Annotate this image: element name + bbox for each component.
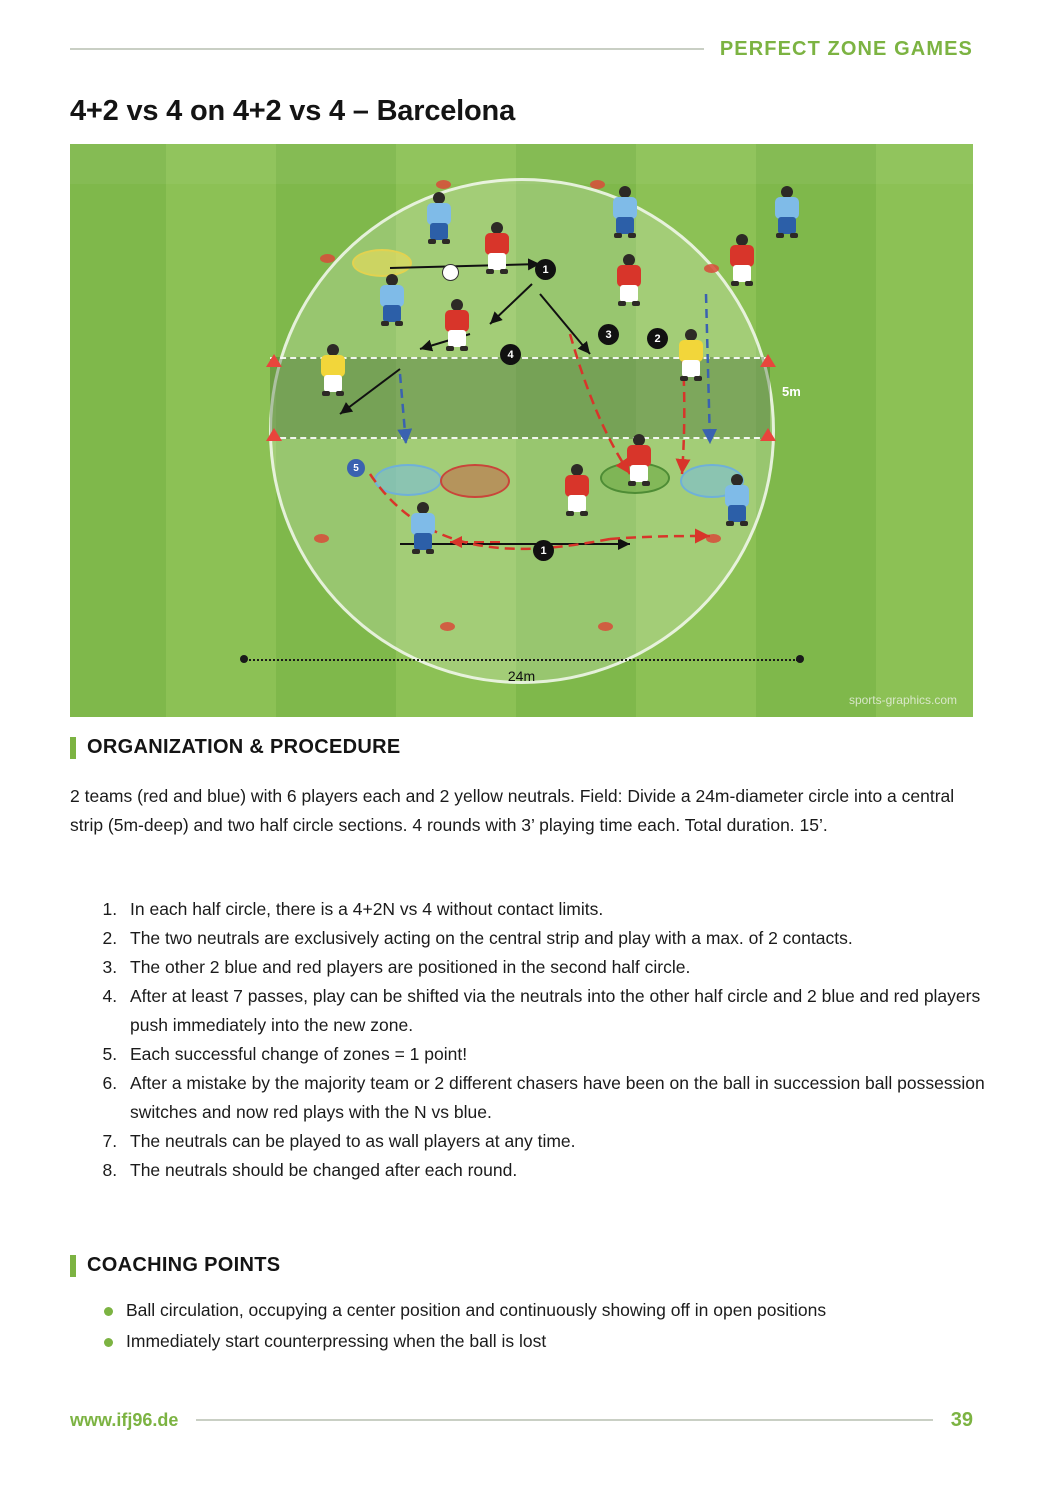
player-red [612, 254, 646, 308]
pass-arrows [70, 144, 973, 717]
section-accent-bar [70, 737, 76, 759]
list-item: Ball circulation, occupying a center position and continuously showing off in open positions [126, 1296, 996, 1325]
list-item: 2. The two neutrals are exclusively acting on the central strip and play with a max. of 2 contacts. [122, 924, 1002, 953]
player-blue [406, 502, 440, 556]
player-red [440, 299, 474, 353]
pass-badge: 1 [535, 259, 556, 280]
page-title: 4+2 vs 4 on 4+2 vs 4 – Barcelona [70, 95, 515, 127]
list-item: 5. Each successful change of zones = 1 point! [122, 1040, 1002, 1069]
section-heading-text: ORGANIZATION & PROCEDURE [87, 736, 401, 758]
procedure-list [86, 895, 1002, 1185]
width-dimension-line [242, 659, 798, 663]
drill-diagram [70, 144, 973, 717]
organization-intro: 2 teams (red and blue) with 6 players each and 2 yellow neutrals. Field: Divide a 24m-diameter circle into a central strip (5m-deep) and two half circle sections. 4 rounds with 3’ playing time each. Total duration. 15’. [70, 786, 955, 835]
pass-badge: 4 [500, 344, 521, 365]
list-item: 8. The neutrals should be changed after each round. [122, 1156, 1002, 1185]
section-accent-bar [70, 1255, 76, 1277]
player-neutral [316, 344, 350, 398]
player-red [560, 464, 594, 518]
section-heading-organization [70, 736, 401, 759]
pass-badge: 3 [598, 324, 619, 345]
page-header [70, 34, 973, 64]
dimension-end-cap [796, 655, 804, 663]
depth-label: 5m [782, 384, 801, 399]
pass-badge: 1 [533, 540, 554, 561]
player-red [725, 234, 759, 288]
list-item: 3. The other 2 blue and red players are positioned in the second half circle. [122, 953, 1002, 982]
player-neutral [674, 329, 708, 383]
player-blue [608, 186, 642, 240]
ball [442, 264, 459, 281]
pass-badge: 2 [647, 328, 668, 349]
width-label: 24m [507, 668, 536, 684]
list-item: 1. In each half circle, there is a 4+2N vs 4 without contact limits. [122, 895, 1002, 924]
footer-url[interactable]: www.ifj96.de [70, 1409, 179, 1430]
player-blue [422, 192, 456, 246]
dimension-end-cap [240, 655, 248, 663]
page-number: 39 [950, 1408, 973, 1431]
pass-badge: 5 [347, 459, 365, 477]
player-blue [375, 274, 409, 328]
header-divider [70, 48, 704, 50]
player-red [622, 434, 656, 488]
player-blue [770, 186, 804, 240]
player-red [480, 222, 514, 276]
section-heading-coaching [70, 1254, 280, 1277]
list-item: 4. After at least 7 passes, play can be shifted via the neutrals into the other half circle and 2 blue and red players push immediately into the new zone. [122, 982, 1002, 1040]
section-heading-text: COACHING POINTS [87, 1254, 281, 1276]
player-blue [720, 474, 754, 528]
coaching-points-list [92, 1296, 996, 1358]
page-footer [70, 1405, 973, 1435]
list-item: Immediately start counterpressing when the ball is lost [126, 1327, 996, 1356]
list-item: 7. The neutrals can be played to as wall players at any time. [122, 1127, 1002, 1156]
watermark: sports-graphics.com [848, 693, 957, 707]
footer-divider [196, 1419, 932, 1421]
list-item: 6. After a mistake by the majority team or 2 different chasers have been on the ball in succession ball possession switches and now red plays with the N vs blue. [122, 1069, 1002, 1127]
header-title: PERFECT ZONE GAMES [719, 37, 973, 60]
